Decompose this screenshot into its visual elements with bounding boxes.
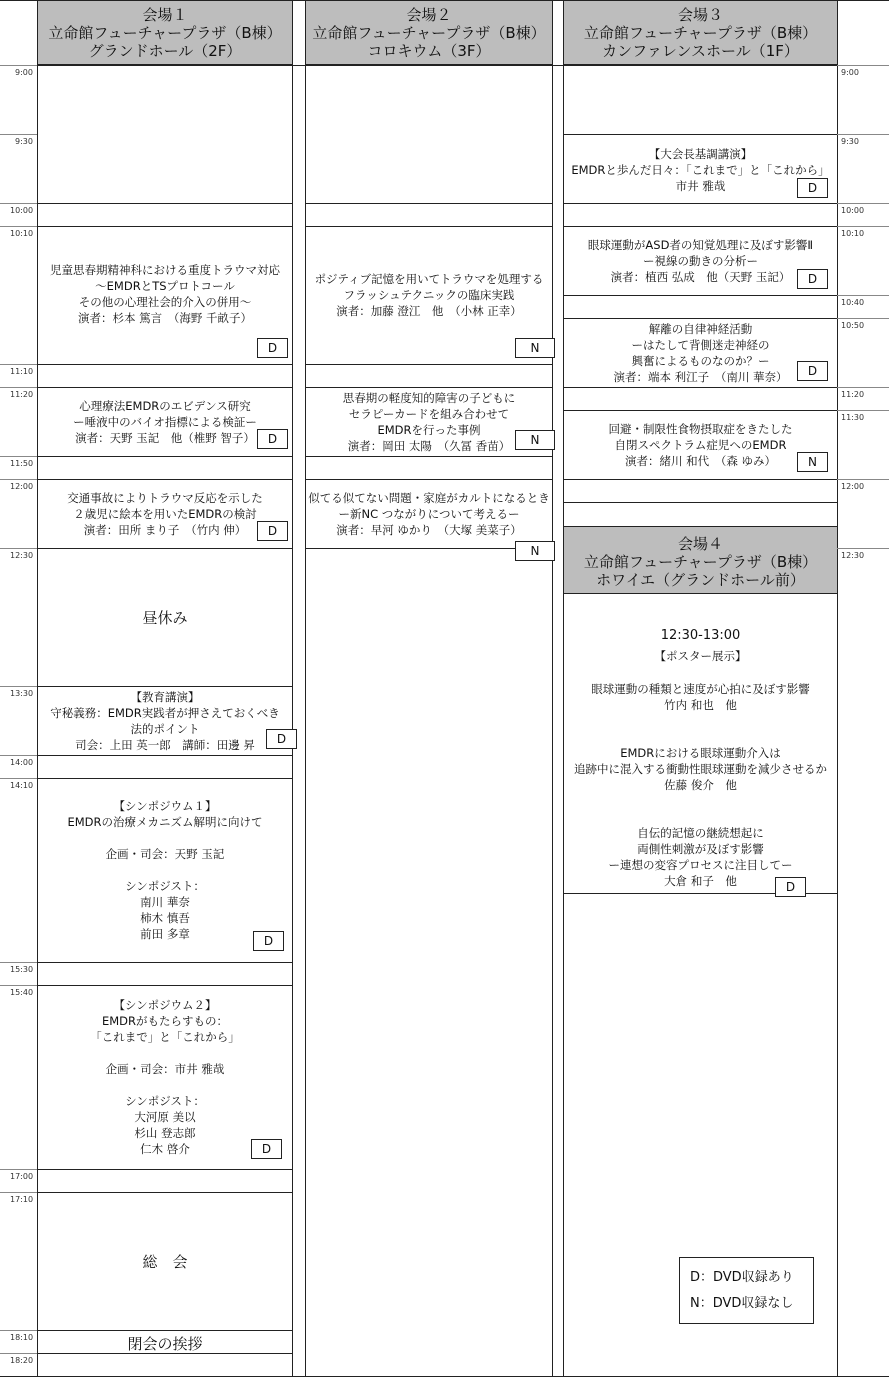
session-title: 児童思春期精神科における重度トラウマ対応 (50, 263, 280, 277)
time-label: 15:40 (10, 988, 34, 997)
time-label: 12:30 (841, 551, 865, 560)
session-speaker: 演者：端本 利江子 （南川 華奈） (613, 370, 788, 384)
session-speaker: 演者：岡田 太陽 （久冨 香苗） (347, 439, 511, 453)
time-label: 10:10 (10, 229, 34, 238)
time-label: 10:00 (10, 206, 34, 215)
session-title: ～EMDRとTSプロトコール (95, 279, 235, 293)
session-title: EMDRがもたらすもの： (101, 1014, 229, 1028)
poster-title: 眼球運動の種類と速度が心拍に及ぼす影響 (591, 682, 810, 696)
time-label: 11:10 (10, 367, 34, 376)
lunch-break: 昼休み (142, 609, 188, 627)
time-label: 10:00 (841, 206, 865, 215)
session-title: EMDRと歩んだ日々：「これまで」と「これから」 (571, 163, 830, 177)
dvd-badge: D (257, 338, 288, 358)
session-title: 回避・制限性食物摂取症をきたした (608, 422, 793, 436)
session-title: EMDRを行った事例 (377, 423, 481, 437)
session-title: セラピーカードを組み合わせて (348, 407, 510, 421)
grid-line (0, 65, 889, 66)
session-organizer: 企画・司会：天野 玉記 (105, 847, 225, 861)
poster-author: 竹内 和也 他 (664, 698, 737, 712)
time-label: 11:20 (10, 390, 34, 399)
general-meeting: 総 会 (142, 1253, 188, 1271)
session-title: ２歳児に絵本を用いたEMDRの検討 (73, 507, 257, 521)
session-title: 興奮によるものなのか？ー (631, 354, 770, 368)
time-label: 18:10 (10, 1333, 34, 1342)
dvd-badge: D (266, 729, 297, 749)
session-block (38, 490, 292, 538)
dvd-badge: D (775, 877, 806, 897)
session-speaker: 演者：杉本 篤言 （海野 千畝子） (77, 311, 253, 325)
poster-author: 佐藤 俊介 他 (664, 778, 737, 792)
symposist: 大河原 美以 (134, 1110, 196, 1124)
symposist: 南川 華奈 (140, 895, 190, 909)
session-speaker: 演者：田所 まり子 （竹内 伸） (83, 523, 247, 537)
session-speaker: 演者：植西 弘成 他（天野 玉記） (610, 270, 791, 284)
session-block (38, 398, 292, 446)
session-block (38, 997, 292, 1157)
legend-item: N：DVD収録なし (690, 1296, 794, 1311)
time-label: 14:10 (10, 781, 34, 790)
time-label: 12:00 (841, 482, 865, 491)
time-label: 11:20 (841, 390, 865, 399)
dvd-badge: D (797, 361, 828, 381)
dvd-badge: N (515, 430, 555, 450)
poster-item (564, 745, 837, 793)
hall1-header: 会場１ 立命館フューチャープラザ（B棟） グランドホール（2F） (38, 1, 292, 65)
time-label: 15:30 (10, 965, 34, 974)
dvd-legend (679, 1257, 814, 1324)
session-title: ー新NC つながりについて考えるー (338, 507, 520, 521)
time-label: 9:00 (841, 68, 859, 77)
session-speaker: 演者：加藤 澄江 他 （小林 正幸） (336, 304, 522, 318)
time-label: 17:10 (10, 1195, 34, 1204)
dvd-badge: D (257, 429, 288, 449)
session-block (38, 262, 292, 326)
session-title: 自閉スペクトラム症児へのEMDR (614, 438, 787, 452)
symposist: 前田 多章 (140, 927, 190, 941)
poster-label: 【ポスター展示】 (654, 649, 747, 663)
time-label: 18:20 (10, 1356, 34, 1365)
session-category: 【シンポジウム２】 (113, 998, 217, 1012)
time-label: 14:00 (10, 758, 34, 767)
symposist: 仁木 啓介 (140, 1142, 190, 1156)
session-speaker: 演者：早河 ゆかり （大塚 美菜子） (336, 523, 522, 537)
session-category: 【大会長基調講演】 (648, 147, 753, 161)
symposist: 柿木 慎吾 (140, 911, 190, 925)
closing-remarks: 閉会の挨拶 (127, 1335, 203, 1353)
session-title: ポジティブ記憶を用いてトラウマを処理する (314, 272, 544, 286)
poster-title: EMDRにおける眼球運動介入は (620, 746, 781, 760)
poster-title: 両側性刺激が及ぼす影響 (637, 842, 764, 856)
time-label: 17:00 (10, 1172, 34, 1181)
session-title: EMDRの治療メカニズム解明に向けて (67, 815, 263, 829)
time-label: 10:50 (841, 321, 865, 330)
session-speaker: 司会：上田 英一郎 講師：田邊 昇 (75, 738, 255, 752)
session-title: 法的ポイント (130, 722, 200, 736)
time-label: 9:00 (15, 68, 33, 77)
time-label: 11:30 (841, 413, 865, 422)
poster-author: 大倉 和子 他 (664, 874, 737, 888)
time-label: 12:30 (10, 551, 34, 560)
grid-line (292, 0, 293, 1377)
poster-item (564, 681, 837, 713)
session-title: ー唾液中のバイオ指標による検証ー (73, 415, 257, 429)
hall2-header: 会場２ 立命館フューチャープラザ（B棟） コロキウム（3F） (306, 1, 552, 65)
session-title: 「これまで」と「これから」 (90, 1030, 240, 1044)
grid-line (552, 0, 553, 1377)
dvd-badge: D (797, 178, 828, 198)
dvd-badge: D (257, 521, 288, 541)
time-label: 10:10 (841, 229, 865, 238)
hall3-header: 会場３ 立命館フューチャープラザ（B棟） カンファレンスホール（1F） (564, 1, 837, 65)
session-speaker: 演者：緒川 和代 （森 ゆみ） (624, 454, 777, 468)
session-organizer: 企画・司会：市井 雅哉 (105, 1062, 225, 1076)
grid-line (305, 0, 306, 1377)
time-label: 10:40 (841, 298, 865, 307)
poster-time: 12:30-13:00 (660, 628, 741, 643)
session-title: 解離の自律神経活動 (648, 322, 753, 336)
session-title: 眼球運動がASD者の知覚処理に及ぼす影響Ⅱ (587, 238, 814, 252)
session-title: 守秘義務：EMDR実践者が押さえておくべき (50, 706, 280, 720)
session-title: 心理療法EMDRのエビデンス研究 (79, 399, 251, 413)
session-title: その他の心理社会的介入の併用～ (78, 295, 252, 309)
session-title: フラッシュテクニックの臨床実践 (343, 288, 515, 302)
session-block (306, 490, 552, 538)
dvd-badge: N (515, 541, 555, 561)
dvd-badge: N (515, 338, 555, 358)
time-label: 13:30 (10, 689, 34, 698)
session-block (38, 689, 292, 753)
time-label: 9:30 (841, 137, 859, 146)
session-category: 【教育講演】 (130, 690, 200, 704)
session-title: 交通事故によりトラウマ反応を示した (67, 491, 263, 505)
dvd-badge: D (253, 931, 284, 951)
session-speaker: 市井 雅哉 (675, 179, 726, 193)
session-speaker: 演者：天野 玉記 他（椎野 智子） (75, 431, 255, 445)
poster-title: ー連想の変容プロセスに注目してー (608, 858, 793, 872)
session-block (306, 271, 552, 319)
hall4-header: 会場４ 立命館フューチャープラザ（B棟） ホワイエ（グランドホール前） (564, 526, 837, 594)
time-label: 9:30 (15, 137, 33, 146)
session-title: ー視線の動きの分析ー (643, 254, 758, 268)
grid-line (837, 0, 838, 1377)
session-title: 思春期の軽度知的障害の子どもに (342, 391, 516, 405)
session-category: 【シンポジウム１】 (113, 799, 217, 813)
session-title: 似てる似てない問題・家庭がカルトになるとき (308, 491, 550, 505)
time-label: 12:00 (10, 482, 34, 491)
session-label: シンポジスト： (125, 1094, 205, 1108)
legend-item: D：DVD収録あり (690, 1270, 794, 1285)
dvd-badge: D (797, 269, 828, 289)
dvd-badge: D (251, 1139, 282, 1159)
session-title: ーはたして背側迷走神経の (631, 338, 770, 352)
session-label: シンポジスト： (125, 879, 205, 893)
symposist: 杉山 登志郎 (134, 1126, 196, 1140)
poster-title: 追跡中に混入する衝動性眼球運動を減少させるか (574, 762, 827, 776)
poster-title: 自伝的記憶の継続想起に (637, 826, 764, 840)
time-label: 11:50 (10, 459, 34, 468)
dvd-badge: N (797, 452, 828, 472)
session-block (38, 798, 292, 942)
